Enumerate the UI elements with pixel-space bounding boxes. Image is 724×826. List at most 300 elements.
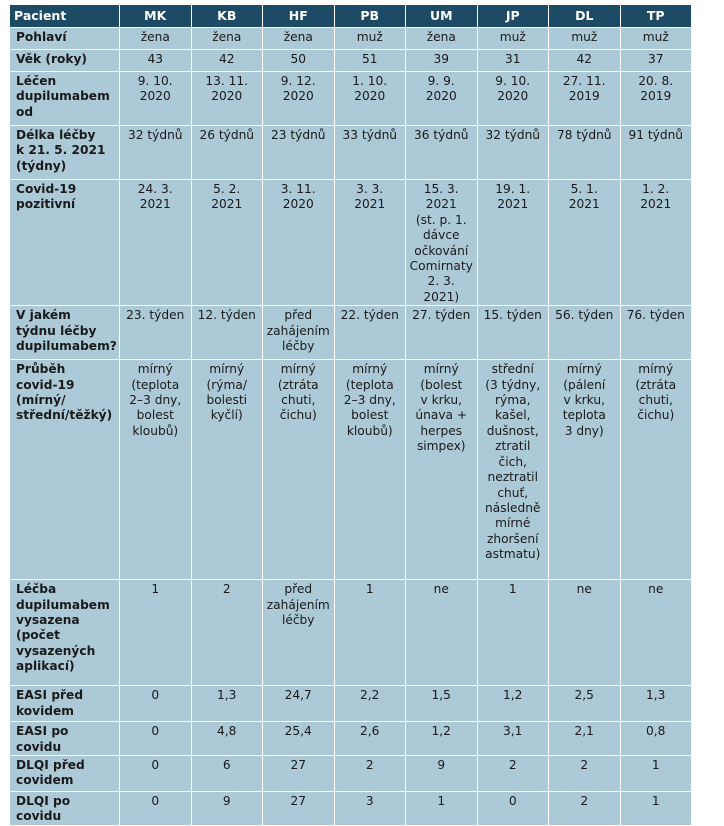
cell-line: 1,5 [431,688,451,703]
row-label [10,792,120,826]
table-cell [477,360,549,580]
cell-line: 56. týden [555,308,614,323]
table-cell [477,686,549,722]
cell-line: 91 týdnů [628,128,684,142]
cell-line: muž [356,30,383,44]
cell-line: očkování [414,243,469,258]
table-cell [620,792,692,826]
cell-line: 9. 12. [280,74,316,88]
table-cell [263,722,335,756]
cell-line: bolest [351,408,389,423]
table-cell [263,50,335,72]
table-cell [406,722,478,756]
cell-line: 1 [437,794,446,809]
cell-line: čichu) [279,408,317,423]
cell-line: 27 [290,758,306,773]
table-body [10,28,692,826]
header-cell-tp: TP [620,5,692,28]
cell-line: (st. p. 1. [415,212,467,227]
table-cell [620,28,692,50]
row-label-line: od [16,104,34,119]
cell-line: 1 [651,758,660,773]
cell-line: žena [212,30,242,44]
cell-line: 19. 1. [495,182,531,196]
table-cell [191,28,263,50]
table-cell [263,792,335,826]
cell-line: zahájením [266,323,330,338]
cell-line: (bolest [420,377,463,392]
cell-line: 25,4 [284,724,312,739]
cell-line: 22. týden [340,308,399,323]
table-cell [191,180,263,306]
table-cell [191,756,263,792]
cell-line: 43 [147,52,163,66]
cell-line: mírný [280,362,316,377]
cell-line: 2. 3. 2021) [423,274,460,304]
table-cell [263,580,335,686]
row-label-line: k 21. 5. 2021 [16,143,106,158]
row-label-line: pozitivní [16,197,76,212]
table-cell [191,72,263,126]
cell-line: 42 [576,52,592,66]
header-cell-um: UM [406,5,478,28]
row-label-line: EASI po covidu [16,724,69,754]
table-cell [334,306,406,360]
cell-line: 2021 [568,197,600,212]
table-cell [120,180,192,306]
table-cell [549,686,621,722]
table-cell [263,180,335,306]
table-row [10,50,692,72]
cell-line: 1,2 [503,688,523,703]
cell-line: 76. týden [626,308,685,323]
cell-line: 20. 8. [638,74,674,88]
row-label-line: dupilumabem [16,89,110,104]
table-cell [263,126,335,180]
cell-line: mírný [137,362,173,377]
cell-line: bolesti [206,393,248,408]
table-cell [334,72,406,126]
row-label-line: covidem [16,773,74,788]
table-cell [477,792,549,826]
cell-line: 2021 [354,197,386,212]
table-cell [263,360,335,580]
cell-line: v krku, [563,393,605,408]
cell-line: 1,2 [431,724,451,739]
cell-line: 2020 [354,89,386,104]
table-cell [477,722,549,756]
table-cell [406,72,478,126]
cell-line: kloubů) [132,423,179,438]
table-cell [549,722,621,756]
cell-line: ne [648,582,664,597]
cell-line: čich, [498,454,527,469]
cell-line: 9. 9. [427,74,455,88]
cell-line: 0 [151,688,160,703]
header-cell-pacient: Pacient [10,5,120,28]
table-cell [477,72,549,126]
row-label [10,580,120,686]
cell-line: 13. 11. [205,74,249,88]
cell-line: 5. 2. [213,182,241,196]
cell-line: 37 [647,52,664,66]
cell-line: 15. týden [483,308,542,323]
cell-line: 2020 [497,89,529,104]
table-cell [263,72,335,126]
cell-line: 0 [151,794,160,809]
table-cell [620,580,692,686]
cell-line: 2,5 [574,688,594,703]
cell-line: střední [491,362,534,377]
row-label-line: EASI před [16,688,84,703]
cell-line: 2019 [640,89,672,104]
table-cell [263,686,335,722]
row-label [10,72,120,126]
cell-line: 2021 [211,197,243,212]
cell-line: 4,8 [217,724,237,739]
cell-line: muž [642,30,669,44]
cell-line: teplota [562,408,606,423]
row-label [10,686,120,722]
table-cell [549,50,621,72]
cell-line: 0,8 [646,724,666,739]
cell-line: 2,1 [574,724,594,739]
table-cell [120,28,192,50]
cell-line: 15. 3. 2021 [423,182,459,212]
table-cell [620,180,692,306]
cell-line: 24. 3. [137,182,173,196]
table-cell [620,756,692,792]
table-cell [191,722,263,756]
cell-line: ztratil [495,439,531,454]
cell-line: 2 [365,758,374,773]
patient-table [9,4,692,826]
cell-line: 24,7 [284,688,312,703]
row-label-line: vysazena [16,613,80,628]
row-label-line: dupilumabem [16,597,110,612]
cell-line: 1,3 [646,688,666,703]
patient-table-container [9,4,692,826]
cell-line: 27. týden [412,308,471,323]
row-label-line: kovidem [16,703,74,718]
row-label-line: Věk (roky) [16,52,87,66]
table-cell [477,50,549,72]
cell-line: (ztráta [277,377,319,392]
table-cell [120,792,192,826]
cell-line: 26 týdnů [199,128,255,142]
cell-line: neztratil [487,470,538,485]
table-cell [334,722,406,756]
row-label-line: Covid-19 [16,182,77,196]
cell-line: 2021 [497,197,529,212]
row-label [10,722,120,756]
header-cell-dl: DL [549,5,621,28]
cell-line: 2020 [282,89,314,104]
table-cell [191,792,263,826]
cell-line: 2–3 dny, [343,393,396,408]
cell-line: (ztráta [635,377,677,392]
cell-line: 36 týdnů [413,128,469,142]
table-cell [263,306,335,360]
cell-line: 27. 11. [562,74,606,88]
table-row [10,180,692,306]
table-cell [549,580,621,686]
header-cell-kb: KB [191,5,263,28]
row-label-line: DLQI před [16,758,85,773]
row-label-line: DLQI po covidu [16,794,71,824]
cell-line: 1 [508,582,517,597]
cell-line: rýma, [495,393,531,408]
cell-line: bolest [136,408,174,423]
table-cell [334,756,406,792]
cell-line: 31 [504,52,521,66]
table-cell [477,580,549,686]
row-label [10,756,120,792]
table-cell [334,686,406,722]
table-cell [120,722,192,756]
header-cell-mk: MK [120,5,192,28]
table-row [10,580,692,686]
cell-line: ne [433,582,449,597]
table-cell [191,306,263,360]
table-cell [120,360,192,580]
cell-line: 2,6 [360,724,380,739]
row-label [10,126,120,180]
row-label-line: covid-19 [16,377,75,392]
table-cell [620,686,692,722]
cell-line: čichu) [637,408,675,423]
cell-line: léčby [281,613,315,628]
cell-line: 2 [580,758,589,773]
row-label [10,28,120,50]
cell-line: 23. týden [126,308,185,323]
table-row [10,306,692,360]
row-label-line: Délka léčby [16,128,96,142]
table-cell [334,50,406,72]
cell-line: 3. 11. [280,182,316,196]
row-label-line: střední/těžký) [16,408,113,423]
table-cell [406,360,478,580]
row-label-line: Léčba [16,582,57,597]
table-row [10,360,692,580]
table-cell [120,126,192,180]
row-label [10,180,120,306]
cell-line: dávce [422,228,460,243]
cell-line: kloubů) [346,423,393,438]
cell-line: chuti, [281,393,316,408]
table-cell [477,180,549,306]
table-row [10,756,692,792]
table-row [10,792,692,826]
cell-line: 2021 [139,197,171,212]
cell-line: únava + [415,408,468,423]
table-cell [406,580,478,686]
table-cell [334,580,406,686]
cell-line: dušnost, [486,423,539,438]
cell-line: (rýma/ [206,377,247,392]
row-label-line: aplikací) [16,659,75,674]
table-cell [406,306,478,360]
table-row [10,686,692,722]
cell-line: zahájením [266,597,330,612]
cell-line: 2020 [425,89,457,104]
cell-line: 2019 [568,89,600,104]
cell-line: kašel, [495,408,531,423]
row-label-line: V jakém [16,308,71,323]
cell-line: 32 týdnů [485,128,541,142]
cell-line: 50 [290,52,306,66]
table-cell [120,686,192,722]
cell-line: 1 [651,794,660,809]
cell-line: v krku, [420,393,462,408]
cell-line: 9. 10. [137,74,173,88]
row-label [10,50,120,72]
table-cell [549,360,621,580]
cell-line: 9. 10. [495,74,531,88]
cell-line: Comirnaty [409,259,473,274]
table-cell [191,126,263,180]
row-label-line: Pohlaví [16,30,67,44]
table-cell [120,580,192,686]
cell-line: 1 [365,582,374,597]
cell-line: 27 [290,794,306,809]
table-cell [120,756,192,792]
header-row [10,5,692,28]
row-label-line: dupilumabem? [16,339,117,354]
table-cell [549,306,621,360]
table-row [10,722,692,756]
cell-line: ne [576,582,592,597]
cell-line: mírný [566,362,602,377]
cell-line: mírný [352,362,388,377]
row-label-line: (týdny) [16,158,67,173]
table-cell [477,126,549,180]
cell-line: 3 [365,794,374,809]
table-cell [191,686,263,722]
table-cell [406,126,478,180]
header-cell-jp: JP [477,5,549,28]
table-cell [334,126,406,180]
table-cell [620,360,692,580]
cell-line: muž [499,30,526,44]
cell-line: 9 [437,758,446,773]
cell-line: 0 [151,758,160,773]
table-cell [406,756,478,792]
row-label-line: Průběh [16,362,66,377]
cell-line: 9 [222,794,231,809]
table-cell [263,756,335,792]
table-cell [406,792,478,826]
table-cell [620,126,692,180]
cell-line: 33 týdnů [342,128,398,142]
table-cell [477,306,549,360]
cell-line: mírné [495,516,531,531]
cell-line: 6 [222,758,231,773]
row-label-line: (počet [16,628,60,643]
row-label [10,360,120,580]
cell-line: 1 [151,582,160,597]
cell-line: astmatu) [485,547,541,562]
table-cell [406,28,478,50]
cell-line: 0 [151,724,160,739]
cell-line: mírný [209,362,245,377]
cell-line: herpes [420,423,463,438]
cell-line: mírný [423,362,459,377]
cell-line: (teplota [345,377,394,392]
cell-line: 23 týdnů [270,128,326,142]
table-cell [406,180,478,306]
table-cell [191,580,263,686]
cell-line: před [284,308,313,323]
cell-line: 3. 3. [356,182,384,196]
table-cell [549,792,621,826]
table-cell [334,792,406,826]
table-cell [477,28,549,50]
table-cell [620,50,692,72]
cell-line: 2 [580,794,589,809]
cell-line: 2020 [211,89,243,104]
table-cell [406,50,478,72]
cell-line: muž [571,30,598,44]
cell-line: 3 dny) [564,423,604,438]
table-cell [406,686,478,722]
cell-line: chuť, [497,485,529,500]
table-row [10,28,692,50]
cell-line: 2021 [640,197,672,212]
cell-line: chuti, [638,393,673,408]
cell-line: 2,2 [360,688,380,703]
cell-line: mírný [638,362,674,377]
table-row [10,126,692,180]
cell-line: 2–3 dny, [129,393,182,408]
cell-line: 1,3 [217,688,237,703]
cell-line: žena [283,30,313,44]
row-label-line: vysazených [16,643,96,658]
cell-line: 2 [508,758,517,773]
table-cell [549,180,621,306]
table-cell [549,126,621,180]
cell-line: zhoršení [486,531,539,546]
header-cell-hf: HF [263,5,335,28]
cell-line: 39 [433,52,449,66]
cell-line: (pálení [563,377,606,392]
table-cell [620,722,692,756]
cell-line: 32 týdnů [127,128,183,142]
table-cell [620,306,692,360]
cell-line: (teplota [131,377,180,392]
cell-line: 2 [222,582,231,597]
row-label-line: Léčen [16,74,57,88]
header-cell-pb: PB [334,5,406,28]
table-cell [263,28,335,50]
table-cell [549,72,621,126]
row-label-line: týdnu léčby [16,323,97,338]
table-cell [620,72,692,126]
table-cell [120,50,192,72]
row-label [10,306,120,360]
cell-line: 2020 [139,89,171,104]
cell-line: 78 týdnů [556,128,612,142]
cell-line: žena [140,30,170,44]
table-cell [334,28,406,50]
cell-line: (3 týdny, [485,377,541,392]
table-cell [334,180,406,306]
table-cell [120,72,192,126]
cell-line: 1. 2. [642,182,670,196]
cell-line: simpex) [416,439,466,454]
table-cell [191,360,263,580]
cell-line: kyčlí) [210,408,243,423]
